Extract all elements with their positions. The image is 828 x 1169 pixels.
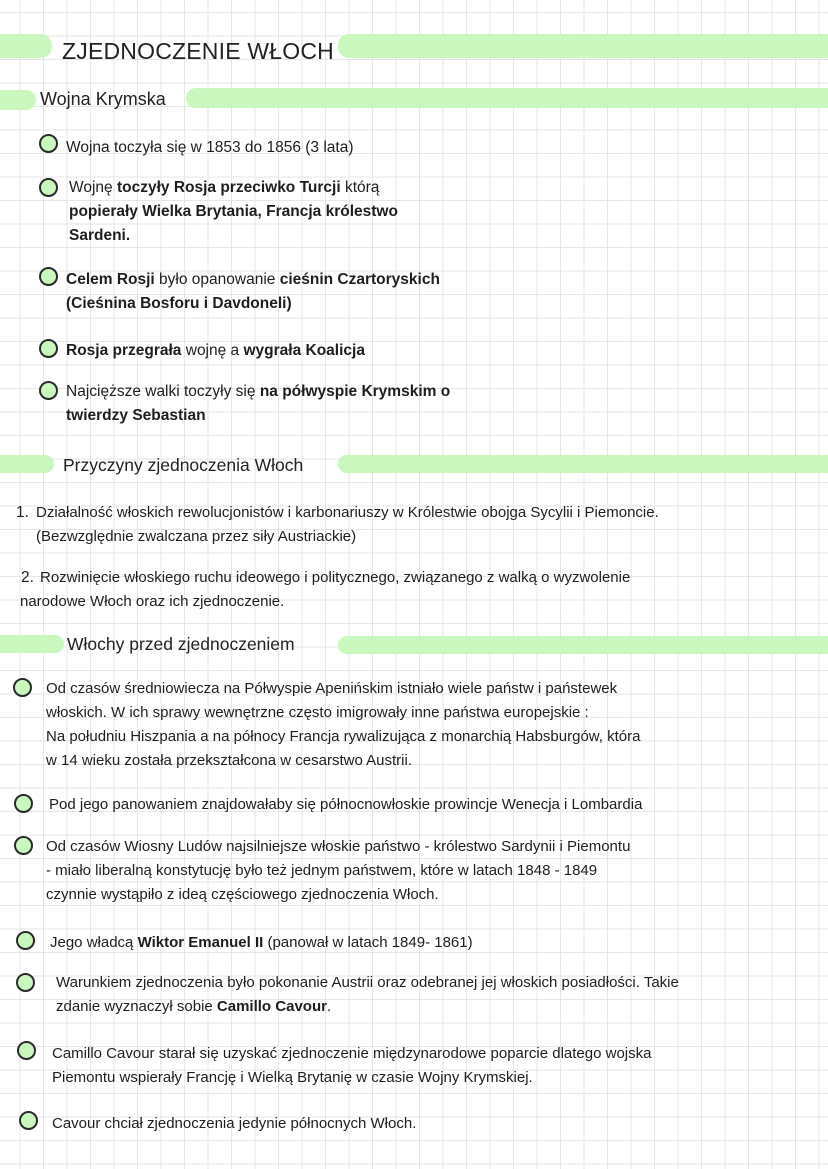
section1-highlight-right [186,88,828,108]
bold-text: Sardeni. [69,227,131,244]
section3-highlight-right [338,636,828,654]
bullet-circle [16,973,35,992]
bold-text: Camillo Cavour [216,998,327,1015]
text-run: Od czasów średniowiecza na Półwyspie Apenińskim istniało wiele państw i państewek [46,680,618,697]
section3-bullet-4 [50,931,473,955]
text-run: zdanie wyznaczył sobie [56,998,217,1015]
bullet-circle [39,339,58,358]
section1-bullet-2 [69,176,398,248]
text-run: w 14 wieku została przekształcona w cesarstwo Austrii. [46,752,412,769]
bold-text: twierdzy Sebastian [66,407,206,424]
bold-text: na półwyspie Krymskim o [259,383,451,400]
bullet-circle [19,1111,38,1130]
bullet-circle [39,381,58,400]
bold-text: cieśnin Czartoryskich [279,271,440,288]
section1-bullet-3 [66,268,440,316]
section3-bullet-5 [56,971,679,1019]
section1-highlight-left [0,90,36,110]
bullet-circle [39,134,58,153]
bold-text: wygrała Koalicja [243,342,365,359]
text-run: którą [340,179,380,196]
text-run: czynnie wystąpiło z ideą częściowego zjednoczenia Włoch. [46,886,439,903]
item-number: 1. [16,504,29,521]
bullet-circle [14,794,33,813]
bullet-circle [17,1041,36,1060]
text-run: Od czasów Wiosny Ludów najsilniejsze włoskie państwo - królestwo Sardynii i Piemontu [46,838,631,855]
text-run: (Bezwzględnie zwalczana przez siły Austriackie) [36,528,357,545]
bold-text: Rosja przegrała [66,342,182,359]
text-run: Cavour chciał zjednoczenia jedynie północnych Włoch. [52,1115,417,1132]
section2-item-2 [20,566,631,614]
section3-bullet-2 [49,793,642,817]
bullet-circle [39,267,58,286]
title-highlight-left [0,34,52,58]
text-run: włoskich. W ich sprawy wewnętrzne często imigrowały inne państwa europejskie : [46,704,589,721]
section2-highlight-right [338,455,828,473]
text-run: Camillo Cavour starał się uzyskać zjednoczenie międzynarodowe poparcie dlatego wojska [52,1045,652,1062]
text-run: Piemontu wspierały Francję i Wielką Brytanię w czasie Wojny Krymskiej. [52,1069,533,1086]
bullet-circle [39,178,58,197]
text-run: wojnę a [181,342,244,359]
section3-bullet-1 [46,677,640,773]
bullet-circle [14,836,33,855]
bullet-circle [16,931,35,950]
bold-text: Celem Rosji [66,271,155,288]
text-run: narodowe Włoch oraz ich zjednoczenie. [20,593,285,610]
text-run: było opanowanie [154,271,280,288]
text-run: Rozwinięcie włoskiego ruchu ideowego i politycznego, związanego z walką o wyzwolenie [40,569,631,586]
section3-bullet-3 [46,835,630,907]
bold-text: Wiktor Emanuel II [137,934,264,951]
section3-bullet-6 [52,1042,651,1090]
text-run: Wojna toczyła się w 1853 do 1856 (3 lata) [66,139,354,156]
bullet-circle [13,678,32,697]
text-run: Na południu Hiszpania a na północy Francja rywalizująca z monarchią Habsburgów, która [46,728,641,745]
text-run: . [326,998,332,1015]
text-run: Działalność włoskich rewolucjonistów i karbonariuszy w Królestwie obojga Sycylii i Piemoncie. [36,504,659,521]
section1-bullet-4 [66,339,365,363]
bold-text: toczyły Rosja przeciwko Turcji [116,179,341,196]
text-run: Pod jego panowaniem znajdowałaby się północnowłoskie prowincje Wenecja i Lombardia [49,796,643,813]
text-run: (panował w latach 1849- 1861) [263,934,473,951]
page-title: ZJEDNOCZENIE WŁOCH [62,38,334,64]
item-number: 2. [21,569,34,586]
section2-highlight-left [0,455,54,473]
section3-bullet-7 [52,1112,416,1136]
section3-highlight-left [0,635,64,653]
text-run: - miało liberalną konstytucję było też jednym państwem, które w latach 1848 - 1849 [46,862,598,879]
section1-heading: Wojna Krymska [40,89,166,109]
section1-bullet-1 [66,136,354,160]
section2-heading: Przyczyny zjednoczenia Włoch [63,455,304,475]
section3-heading: Włochy przed zjednoczeniem [67,634,295,654]
text-run: Wojnę [69,179,117,196]
section2-item-1 [36,501,659,549]
bold-text: (Cieśnina Bosforu i Davdoneli) [66,295,292,312]
section1-bullet-5 [66,380,450,428]
text-run: Jego władcą [50,934,138,951]
title-highlight-right [338,34,828,58]
bold-text: popierały Wielka Brytania, Francja królestwo [69,203,398,220]
text-run: Warunkiem zjednoczenia było pokonanie Austrii oraz odebranej jej włoskich posiadłości. Takie [56,974,679,991]
text-run: Najcięższe walki toczyły się [66,383,260,400]
